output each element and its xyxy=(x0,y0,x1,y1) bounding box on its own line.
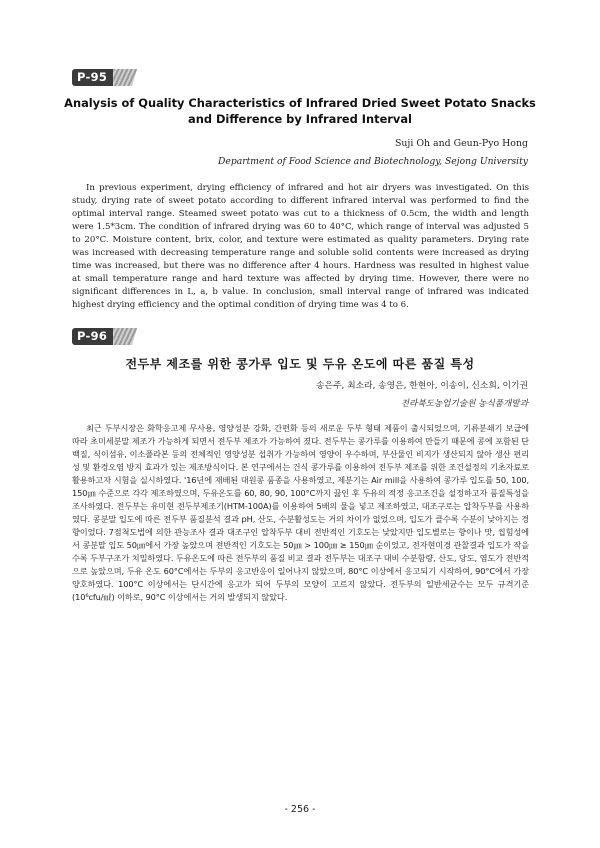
abstract-p96: 최근 두부시장은 화학응고제 무사용, 영양성분 강화, 간편화 등의 새로운 두부 형태 제품이 출시되었으며, 기류분쇄기 보급에 따라 초미세분말 제조가 가능하게 되면서 전두부 제조가 가능하여 졌다. 전두부는 콩가루를 이용하여 만들기 때문에 콩에 포함된 단백질, 식이섬유, 이소플라본 등의 전체적인 영양성분 섭취가 가능하여 영양이 우수하며, 부산물인 비지가 생산되지 않아 생산 편리성 및 환경오염 방지 효과가 있는 제조방식이다. 본 연구에서는 건식 콩가루를 이용하여 전두부 제조를 위한 조건설정의 기초자료로 활용하고자 시험을 실시하였다. '16년에 재배된 대원콩 품종을 사용하였고, 제분기는 Air mill을 사용하여 콩가루 입도를 50, 100, 150㎛ 수준으로 각각 제조하였으며, 두유온도를 60, 80, 90, 100°C까지 끓인 후 두유의 적정 응고조건을 설정하고자 품질특성을 조사하였다. 전두부는 유미현 전두부제조기(HTM-100A)를 이용하여 5배의 물을 넣고 제조하였고, 대조구로는 압착두부를 사용하였다. 콩분말 입도에 따른 전두부 품질분석 결과 pH, 산도, 수분활성도는 거의 차이가 없었으며, 입도가 클수록 수분이 낮아지는 경향이었다. 7점척도법에 의한 관능조사 결과 대조구인 압착두부 대비 전반적인 기호도는 낮았지만 입도별로는 향이나 맛, 씹힘성에서 콩분말 입도 50㎛에서 가장 높았으며 전반적인 기호도는 50㎛ > 100㎛ ≥ 150㎛ 순이었고, 전자현미경 관찰결과 입도가 작을수록 두부구조가 치밀하였다. 두유온도에 따른 전두부의 품질 비교 결과 전두부는 대조구 대비 수분함량, 산도, 당도, 염도가 전반적으로 높았으며, 두유 온도 60°C에서는 두부의 응고반응이 일어나지 않았으며, 80°C 이상에서 응고되기 시작하여, 90°C에서 가장 양호하였다. 100°C 이상에서는 단시간에 응고가 되어 두부의 모양이 고르지 않았다. 전두부의 일반세균수는 모두 규격기준(10⁶cfu/㎖) 이하로, 90°C 이상에서는 거의 발생되지 않았다. xyxy=(72,423,529,602)
authors-p96: 송은주, 최소라, 송영은, 한현아, 이송이, 신소희, 이기권 xyxy=(315,381,528,391)
badge-label: P-96 xyxy=(72,328,113,345)
section-badge-p95 xyxy=(72,69,137,86)
affiliation-p96: 전라북도농업기술원 농식품개발과 xyxy=(400,399,528,409)
page-number: - 256 - xyxy=(284,804,316,815)
badge-stripe-decoration xyxy=(113,328,137,345)
authors-p95: Suji Oh and Geun-Pyo Hong xyxy=(394,138,528,149)
affiliation-p95: Department of Food Science and Biotechnology, Sejong University xyxy=(218,156,528,167)
badge-stripe-decoration xyxy=(113,69,137,86)
abstract-p95: In previous experiment, drying efficiency of infrared and hot air dryers was investigated. On this study, drying rate of sweet potato according to different infrared interval was performed to find the optimal interval range. Steamed sweet potato was cut to a thickness of 0.5cm, the width and length were 1.5*3cm. The condition of infrared drying was 60 to 40°C, which range of interval was adjusted 5 to 20°C. Moisture content, brix, color, and texture were estimated as quality parameters. Drying rate was increased with decreasing temperature range and soluble solid contents were increased as drying time was increased, but there was no difference after 4 hours. Hardness was resulted in highest value at small temperature range and hard texture was affected by drying time. However, there were no significant differences in L, a, b value. In conclusion, small interval range of infrared was indicated highest drying efficiency and the optimal condition of drying time was 4 to 6. xyxy=(72,183,529,310)
section-badge-p96 xyxy=(72,328,137,345)
paper-title-p95: Analysis of Quality Characteristics of Infrared Dried Sweet Potato Snacks and Difference by Infrared Interval xyxy=(64,96,536,126)
badge-label: P-95 xyxy=(72,69,113,86)
paper-title-p96: 전두부 제조를 위한 콩가루 입도 및 두유 온도에 따른 품질 특성 xyxy=(125,357,475,371)
